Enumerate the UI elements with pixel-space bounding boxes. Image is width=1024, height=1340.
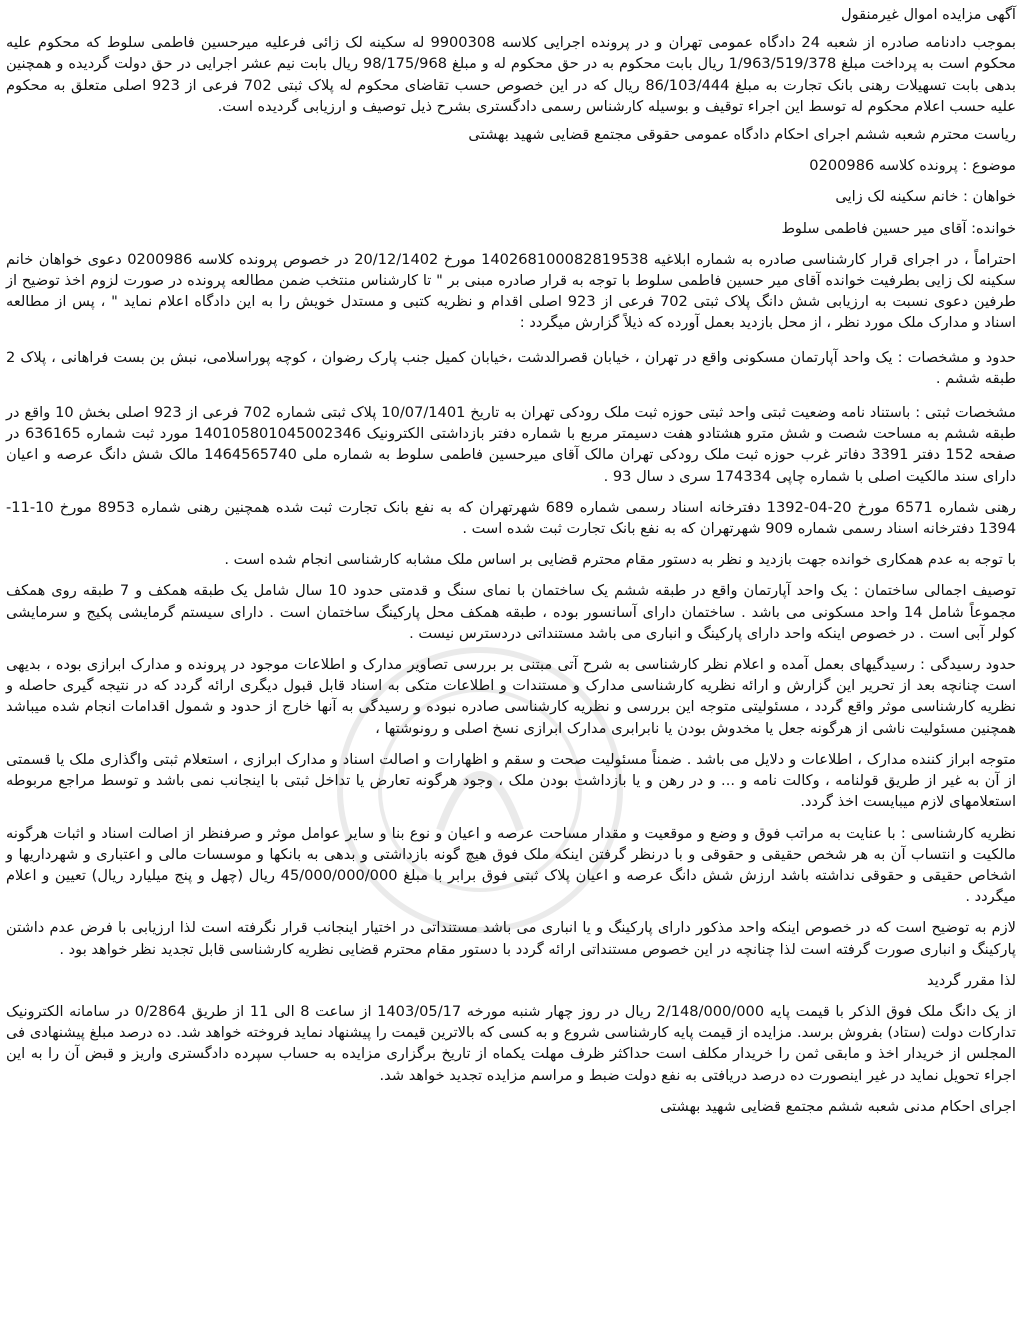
opinion-paragraph: نظریه کارشناسی : با عنایت به مراتب فوق و وضع و موقعیت و مقدار مساحت عرصه و اعیان و نوع بنا و سایر عوامل موثر و صرفنظر از اصالت اسناد و اثبات هرگونه مالکیت و انتساب آن به هر شخص حقیقی و حقوقی و با درنظر گرفتن اینکه ملک فوق هیچ گونه بازداشتی و بدهی به بانکها و موسسات مالی و اعتباری و شهرداریها و اشخاص حقیقی و حقوقی نداشته باشد ارزش شش دانگ عرصه و اعیان پلاک ثبتی فوق برابر با مبلغ 45/000/000/000 ریال (چهل و پنج میلیارد ریال) تعیین و اعلام میگردد . bbox=[6, 824, 1016, 906]
respect-paragraph: احتراماً ، در اجرای قرار کارشناسی صادره به شماره ابلاغیه 140268100082819538 مورخ 20/12/1402 در خصوص پرونده کلاسه 0200986 دعوی خواهان خانم سکینه لک زایی بطرفیت خوانده آقای میر حسین فاطمی سلوط با توجه به قرار صادره مبنی بر " تا کارشناس منتخب ضمن مطالعه پرونده در صورت لزوم اخذ توضیح از طرفین دعوی نسبت به ارزیابی شش دانگ پلاک ثبتی 702 فرعی از 923 اصلی اقدام و نظریه کتبی و مستدل خویش را به این دادگاه اعلام نماید " ، پس از مطالعه اسناد و مدارک ملک مورد نظر ، از محل بازدید بعمل آورده که ذیلاً گزارش میگردد : bbox=[6, 250, 1016, 332]
limits-paragraph: حدود رسیدگی : رسیدگیهای بعمل آمده و اعلام نظر کارشناسی به شرح آتی مبتنی بر بررسی تصاویر مدارک و اطلاعات موجود در پرونده و مدارک ابرازی بوده ، بدیهی است چنانچه بعد از تحریر این گزارش و ارائه نظریه کارشناسی مدارک و مستندات و اطلاعات متکی به اسناد قابل قبول دیگری ارائه گردد که در نتیجه گیری حاصله و نظریه کارشناسی موثر واقع گردد ، مسئولیتی متوجه این بررسی و نظریه کارشناسی صادره نبوده و رسیدگی به آنها خارج از حدود و شمول اقدامات انجام شده میباشد همچنین مسئولیت ناشی از هرگونه جعل یا مخدوش بودن یا نابرابری مدارک ابرازی نسخ اصلی و رونوشتها ، bbox=[6, 656, 1016, 737]
decision-line: لذا مقرر گردید bbox=[927, 971, 1016, 989]
intro-paragraph: بموجب دادنامه صادره از شعبه 24 دادگاه عمومی تهران و در پرونده اجرایی کلاسه 9900308 له سکینه لک زائی فرعلیه میرحسین فاطمی سلوط که محکوم علیه محکوم است به پرداخت مبلغ 1/963/519/378 ریال بابت محکوم به در حق محکوم له و مبلغ 98/175/968 ریال بابت نیم عشر اجرایی در حق دولت گردیده و همچنین بدهی بابت تسهیلات رهنی بانک تجارت به مبلغ 86/103/444 ریال که در این خصوص حسب تقاضای محکوم له پلاک ثبتی 702 فرعی از 923 اصلی متعلق به محکوم علیه حسب اعلام محکوم له توسط این اجراء توقیف و بوسیله کارشناس رسمی دادگستری بشرح ذیل توصیف و ارزیابی گردیده است. bbox=[6, 34, 1017, 115]
addressee-line: ریاست محترم شعبه ششم اجرای احکام دادگاه عمومی حقوقی مجتمع قضایی شهید بهشتی bbox=[468, 126, 1016, 144]
signature-line: اجرای احکام مدنی شعبه ششم مجتمع قضایی شهید بهشتی bbox=[659, 1097, 1016, 1115]
auction-paragraph: از یک دانگ ملک فوق الذکر با قیمت پایه 2/148/000/000 ریال در روز چهار شنبه مورخه 1403/05/17 از ساعت 8 الی 11 از طریق 0/2864 در سامانه الکترونیک تدارکات دولت (ستاد) بفروش برسد. مزایده از قیمت پایه کارشناسی شروع و به کسی که بالاترین قیمت را پیشنهاد نماید فروخته خواهد شد. ده درصد مبلغ پیشنهادی فی المجلس از خریدار اخذ و مابقی ثمن را خریدار مکلف است حداکثر ظرف مهلت یکماه از تاریخ برگزاری مزایده به حساب سپرده دادگستری واریز و قبض آن را به این اجراء تحویل نماید در غیر اینصورت ده درصد دریافتی به نفع دولت ضبط و مراسم مزایده تجدید خواهد شد. bbox=[6, 1002, 1017, 1084]
notice-title: آگهی مزایده اموال غیرمنقول bbox=[840, 6, 1016, 23]
mortgage-paragraph: رهنی شماره 6571 مورخ 20-04-1392 دفترخانه اسناد رسمی شماره 689 شهرتهران که به نفع بانک تجارت ثبت شده همچنین رهنی شماره 8953 مورخ 10-11-1394 دفترخانه اسناد رسمی شماره 909 شهرتهران که به نفع بانک تجارت ثبت شده است . bbox=[6, 498, 1016, 538]
plaintiff-line: خواهان : خانم سکینه لک زایی bbox=[835, 188, 1016, 206]
building-paragraph: توصیف اجمالی ساختمان : یک واحد آپارتمان واقع در طبقه ششم یک ساختمان با نمای سنگ و قدمتی حدود 10 سال شامل یک طبقه همکف و 7 طبقه روی همکف مجموعاً شامل 14 واحد مسکونی می باشد . ساختمان دارای آسانسور بوده ، طبقه همکف محل پارکینگ ساختمان است . دارای سیستم گرمایشی پکیج و سرمایشی کولر آبی است . در خصوص اینکه واحد دارای پارکینگ و انباری می باشد مستنداتی دردسترس نیست . bbox=[6, 582, 1016, 642]
auction-notice bbox=[6, 4, 1016, 1340]
subject-line: موضوع : پرونده کلاسه 0200986 bbox=[809, 157, 1016, 175]
note-paragraph: لازم به توضیح است که در خصوص اینکه واحد مذکور دارای پارکینگ و یا انباری می باشد مستنداتی در اختیار اینجانب قرار نگرفته است لذا ارزیابی با فرض عدم داشتن پارکینگ و انباری صورت گرفته است لذا چنانچه در این خصوص مستنداتی ارائه گردد با دستور مقام محترم قضایی نظریه کارشناسی قابل تجدید نظر خواهد بود . bbox=[6, 919, 1016, 958]
boundaries-paragraph: حدود و مشخصات : یک واحد آپارتمان مسکونی واقع در تهران ، خیابان قصرالدشت ،خیابان کمیل جنب پارک رضوان ، کوچه پوراسلامی، نبش بن بست فراهانی ، پلاک 2 طبقه ششم . bbox=[6, 348, 1016, 387]
cooperation-paragraph: با توجه به عدم همکاری خوانده جهت بازدید و نظر به دستور مقام محترم قضایی بر اساس ملک مشابه کارشناسی انجام شده است . bbox=[224, 551, 1016, 569]
defendant-line: خوانده: آقای میر حسین فاطمی سلوط bbox=[781, 219, 1016, 237]
registration-paragraph: مشخصات ثبتی : باستناد نامه وضعیت ثبتی واحد ثبتی حوزه ثبت ملک رودکی تهران به تاریخ 10/07/1401 پلاک ثبتی شماره 702 فرعی از 923 اصلی بخش 10 واقع در طبقه ششم به مساحت شصت و شش مترو هشتادو هفت دسیمتر مربع با شماره دفتر بازداشتی الکترونیک 140105801045002346 مورد ثبت شماره 636165 در صفحه 152 دفتر 3391 دفاتر غرب حوزه ثبت ملک رودکی تهران مالک آقای میرحسین فاطمی سلوط به شماره ملی 1464565740 مالک شش دانگ عرصه و اعیان دارای سند مالکیت اصلی با شماره چاپی 174334 سری د سال 93 . bbox=[6, 404, 1017, 485]
responsibility-paragraph: متوجه ابراز کننده مدارک ، اطلاعات و دلایل می باشد . ضمناً مسئولیت صحت و سقم و اظهارات و اصالت اسناد و مدارک ابرازی ، استعلام ثبتی واگذاری ملک یا قسمتی از آن به غیر از طریق قولنامه ، وکالت نامه و ... و در رهن و یا بازداشت بودن ملک ، وجود هرگونه تعارض یا تداخل ثبتی با اینجانب نمی باشد و توسط مراجع مربوطه استعلامهای لازم میبایست اخذ گردد. bbox=[6, 750, 1016, 811]
